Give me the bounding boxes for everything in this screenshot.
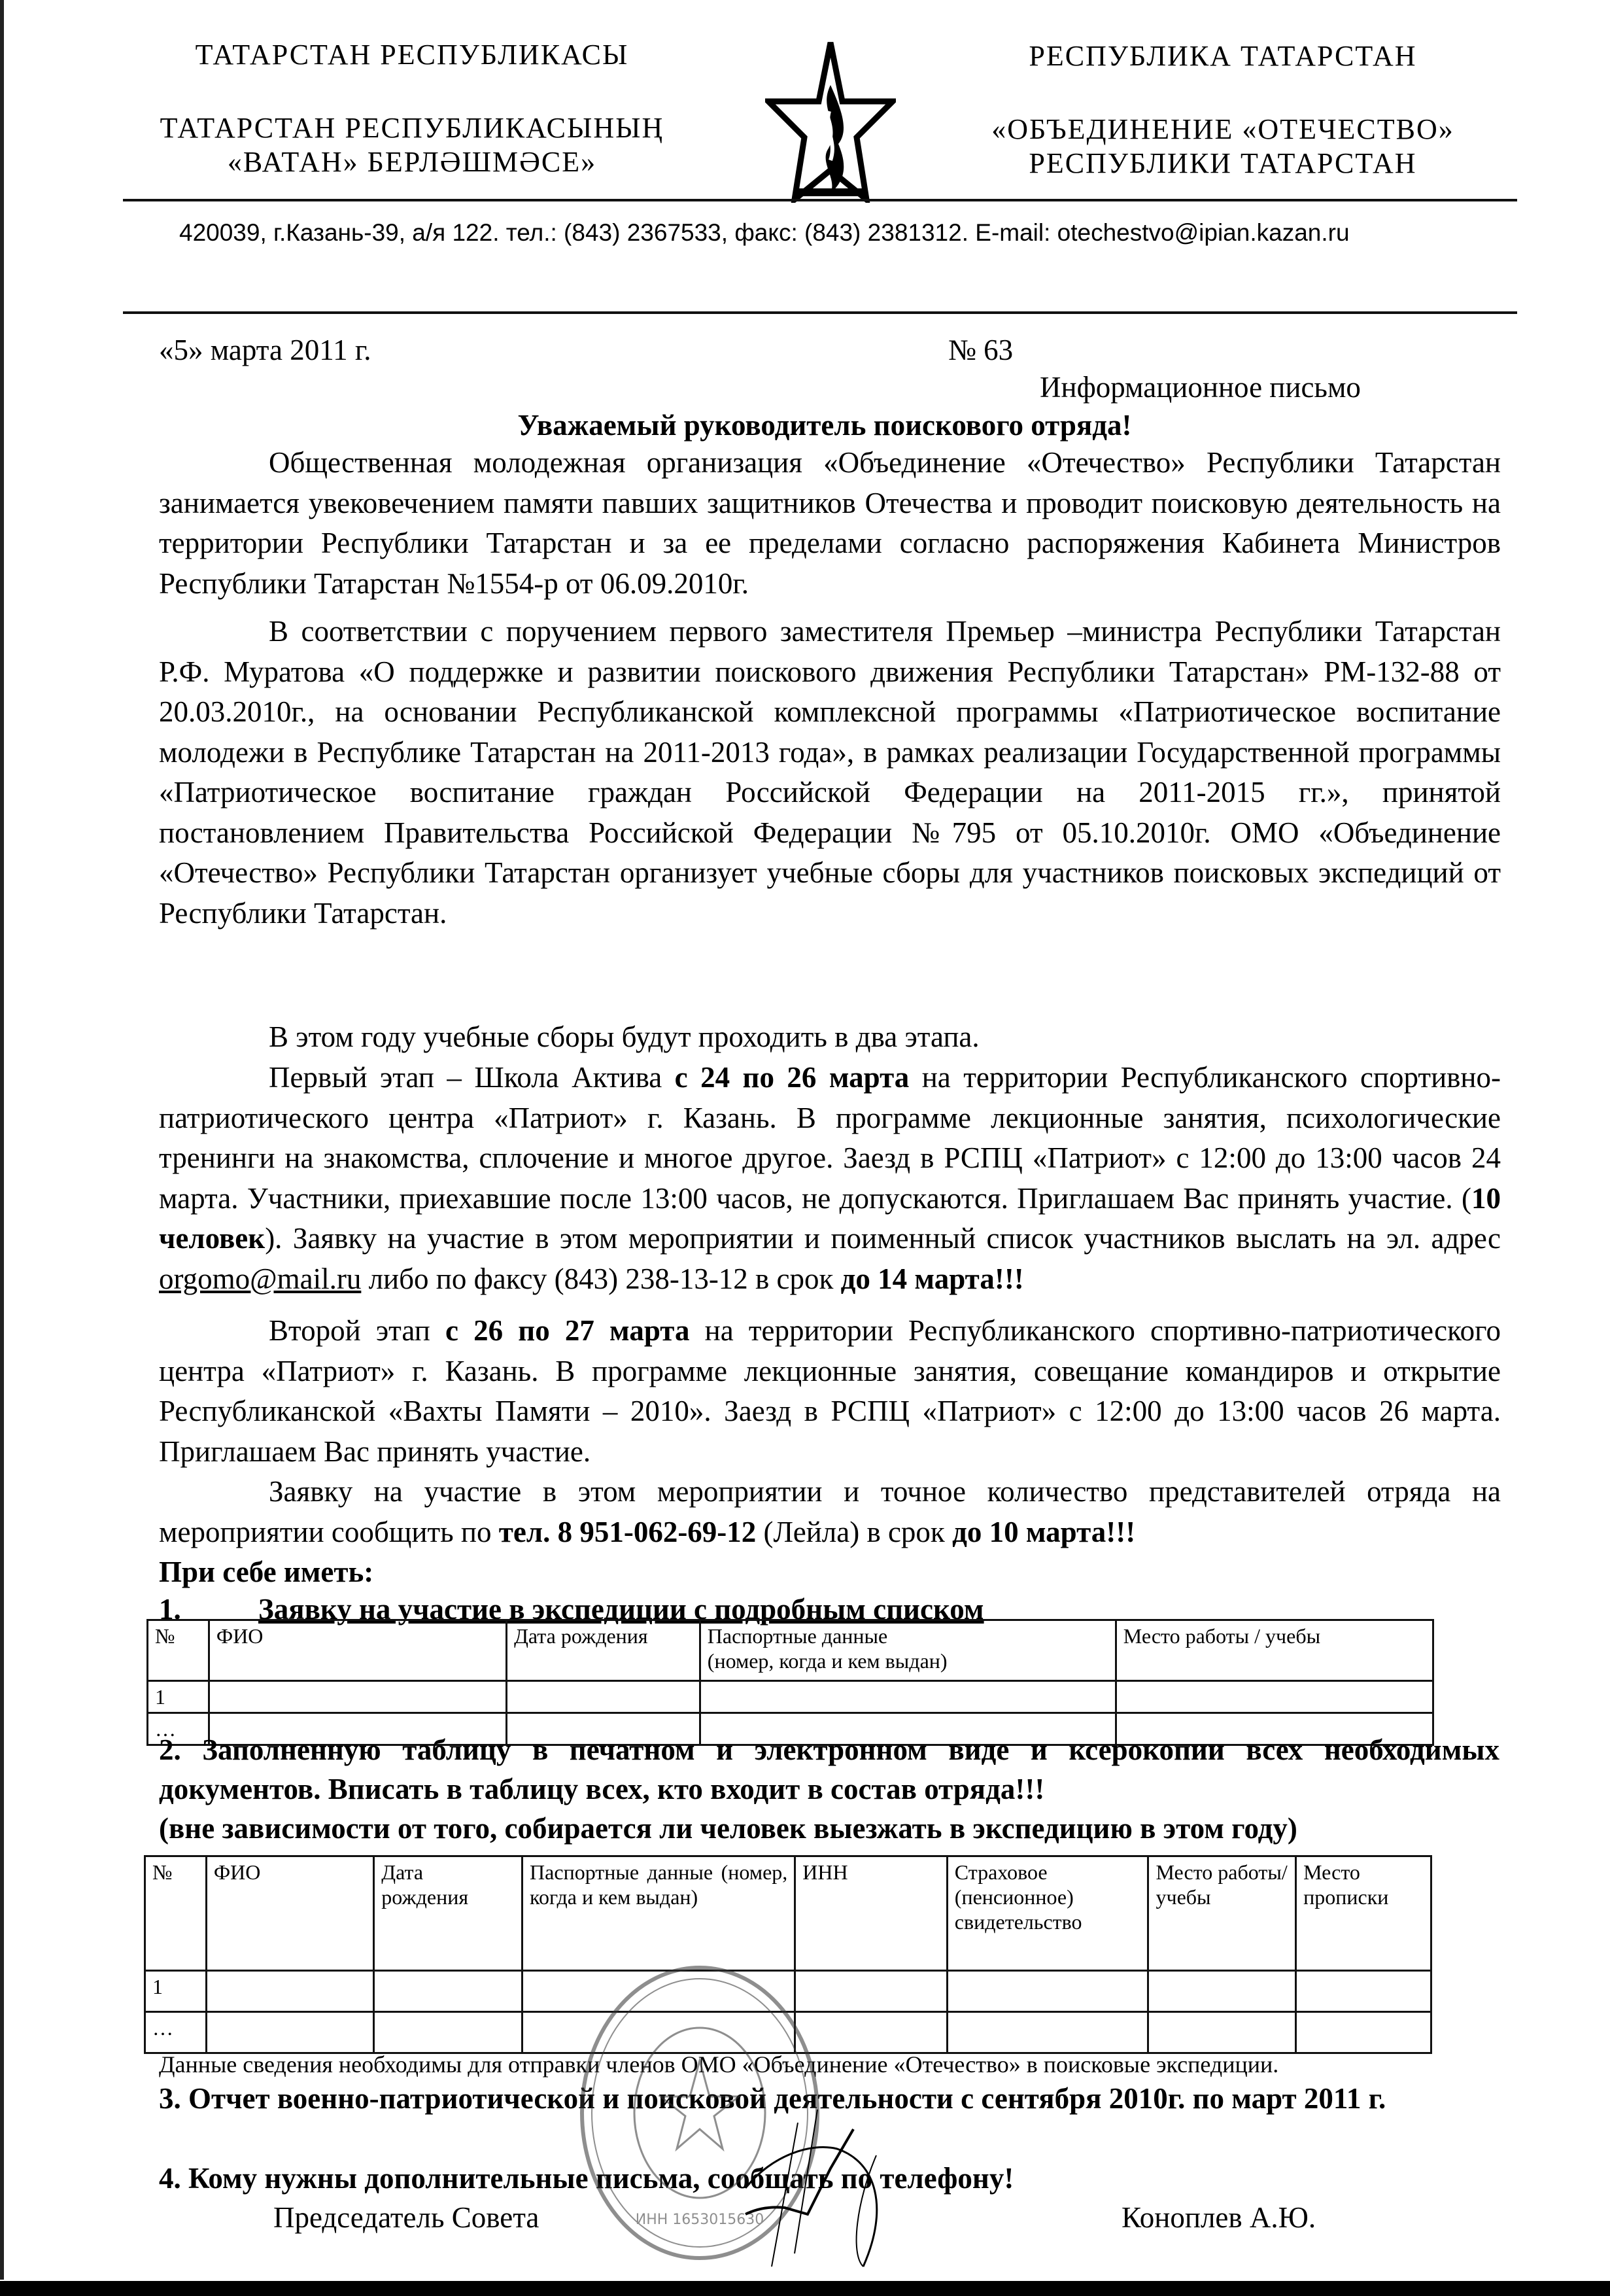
letterhead-russian-org-line2: РЕСПУБЛИКИ ТАТАРСТАН: [1029, 147, 1417, 179]
cell-number[interactable]: 1: [145, 1971, 207, 2012]
text-span: (Лейла) в срок: [756, 1515, 953, 1548]
cell-registration[interactable]: [1296, 1971, 1431, 2012]
cell-inn[interactable]: [795, 1971, 948, 2012]
cell-fullname[interactable]: [209, 1681, 506, 1713]
letterhead-tatar-org-line1: ТАТАРСТАН РЕСПУБЛИКАСЫНЫҢ: [160, 112, 664, 144]
first-stage-deadline: до 14 марта!!!: [840, 1262, 1024, 1295]
text-span: Заявку на участие в этом мероприятии и точное количество представителей отряда на мероприятии сообщить по: [159, 1475, 1501, 1548]
item-text: Заявку на участие в экспедиции с подробным списком: [258, 1593, 984, 1626]
requirement-item-4: 4. Кому нужны дополнительные письма, сообщать по телефону!: [159, 2162, 1014, 2195]
cell-workplace[interactable]: [1116, 1681, 1433, 1713]
text-span: на территории Республиканского спортивно-патриотического центра «Патриот» г. Казань. В программе лекционные занятия, психологические тренинги на знакомства, сплочение и многое другое. Заезд в РСПЦ «Патриот» с 12:00 до 13:00 часов 24 марта. Участники, приехавшие после 13:00 часов, не допускаются. Приглашаем Вас принять участие. (: [159, 1061, 1501, 1215]
table-row: [145, 1971, 1431, 2012]
text-span: на территории Республиканского спортивно-патриотического центра «Патриот» г. Казань. В программе лекционные занятия, совещание командиров и открытие Республиканской «Вахты Памяти – 2010». Заезд в РСПЦ «Патриот» с 12:00 до 13:00 часов 26 марта. Приглашаем Вас принять участие.: [159, 1314, 1501, 1468]
letterhead-tatar-org: [150, 111, 674, 179]
cell-workplace[interactable]: [1148, 1971, 1296, 2012]
paragraph-text: В соответствии с поручением первого заместителя Премьер –министра Республики Татарстан Р.Ф. Муратова «О поддержке и развитии поискового движения Республики Татарстан» РМ-132-88 от 20.03.2010г., на основании Республиканской комплексной программы «Патриотическое воспитание молодежи в Республике Татарстан на 2011-2013 года», в рамках реализации Государственной программы «Патриотическое воспитание граждан Российской Федерации на 2011-2015 гг.», принятой постановлением Правительства Российской Федерации №795 от 05.10.2010г. ОМО «Объединение «Отечество» Республики Татарстан организует учебные сборы для участников поисковых экспедиций от Республики Татарстан.: [159, 615, 1501, 930]
stamp-inn: ИНН 1653015630: [635, 2212, 764, 2228]
paragraph-first-stage: [159, 1058, 1501, 1299]
cell-inn[interactable]: [795, 2012, 948, 2053]
org-address-contacts: 420039, г.Казань-39, а/я 122. тел.: (843) 2367533, факс: (843) 2381312. E-mail: otechestvo@ipian.kazan.ru: [179, 219, 1350, 246]
participant-table-short: [146, 1619, 1434, 1746]
cell-birthdate[interactable]: [507, 1681, 700, 1713]
text-span: ). Заявку на участие в этом мероприятии и поименный список участников выслать на эл. адрес: [265, 1222, 1501, 1255]
col-header-registration: Место прописки: [1296, 1856, 1431, 1971]
cell-insurance[interactable]: [947, 2012, 1148, 2053]
requirements-title: При себе иметь:: [159, 1556, 374, 1588]
col-header-number: №: [145, 1856, 207, 1971]
item-number: 1.: [159, 1593, 181, 1626]
second-deadline: до 10 марта!!!: [952, 1515, 1136, 1548]
contact-phone: тел. 8 951-062-69-12: [498, 1515, 757, 1548]
paragraph-text: Общественная молодежная организация «Объединение «Отечество» Республики Татарстан занимается увековечением памяти павших защитников Отечества и проводит поисковую деятельность на территории Республики Татарстан и за ее пределами согласно распоряжения Кабинета Министров Республики Татарстан №1554-р от 06.09.2010г.: [159, 446, 1501, 600]
signatory-name: Коноплев А.Ю.: [1122, 2201, 1316, 2234]
paragraph-second-stage: [159, 1311, 1501, 1472]
cell-insurance[interactable]: [947, 1971, 1148, 2012]
letterhead-russian-republic: РЕСПУБЛИКА ТАТАРСТАН: [1029, 40, 1417, 72]
text-span: либо по факсу (843) 238-13-12 в срок: [361, 1262, 841, 1295]
col-header-fullname: ФИО: [206, 1856, 373, 1971]
participant-count: 10 человек: [159, 1181, 1501, 1255]
salutation: Уважаемый руководитель поискового отряда!: [517, 409, 1132, 442]
col-header-inn: ИНН: [795, 1856, 948, 1971]
col-header-workplace: Место работы/ учебы: [1148, 1856, 1296, 1971]
paragraph-text: В этом году учебные сборы будут проходить в два этапа.: [269, 1020, 980, 1053]
second-stage-dates: с 26 по 27 марта: [445, 1314, 690, 1347]
col-header-passport: Паспортные данные (номер, когда и кем выдан): [522, 1856, 795, 1971]
cell-birthdate[interactable]: [374, 1971, 522, 2012]
table-header-row: [148, 1620, 1433, 1681]
table-row: [145, 2012, 1431, 2053]
text-span: Второй этап: [269, 1314, 445, 1347]
letterhead-russian-org: [942, 113, 1504, 181]
email-link[interactable]: orgomo@mail.ru: [159, 1262, 362, 1295]
table-header-row: [145, 1856, 1431, 1971]
cell-passport[interactable]: [522, 2012, 795, 2053]
star-flame-icon: [765, 39, 896, 203]
cell-number[interactable]: 1: [148, 1681, 209, 1713]
header-divider-bottom: [123, 311, 1517, 314]
table-row: [148, 1681, 1433, 1713]
passport-line1: Паспортные данные: [707, 1624, 888, 1648]
col-header-birthdate: Дата рождения: [507, 1620, 700, 1681]
col-header-birthdate: Дата рождения: [374, 1856, 522, 1971]
scan-bottom-band: [0, 2281, 1610, 2296]
scan-left-edge: [0, 0, 4, 2280]
item-subtext: (вне зависимости от того, собирается ли человек выезжать в экспедицию в этом году): [159, 1812, 1297, 1845]
letter-number: № 63: [948, 334, 1014, 366]
col-header-number: №: [148, 1620, 209, 1681]
letterhead-tatar-org-line2: «ВАТАН» БЕРЛӘШМӘСЕ»: [227, 146, 597, 178]
paragraph-legal-basis: [159, 612, 1501, 933]
col-header-workplace: Место работы / учебы: [1116, 1620, 1433, 1681]
cell-passport[interactable]: [700, 1681, 1116, 1713]
header-divider-top: [123, 199, 1517, 201]
item-text: 2. Заполненную таблицу в печатном и электронном виде и ксерокопии всех необходимых документов. Вписать в таблицу всех, кто входит в состав отряда!!!: [159, 1733, 1499, 1805]
letterhead-tatar-republic: ТАТАРСТАН РЕСПУБЛИКАСЫ: [195, 39, 629, 71]
cell-number[interactable]: …: [145, 2012, 207, 2053]
col-header-fullname: ФИО: [209, 1620, 506, 1681]
requirement-item-2: [159, 1730, 1499, 1848]
cell-fullname[interactable]: [206, 2012, 373, 2053]
text-span: Первый этап – Школа Актива: [269, 1061, 675, 1094]
table-note: Данные сведения необходимы для отправки членов ОМО «Объединение «Отечество» в поисковые экспедиции.: [159, 2051, 1279, 2078]
participant-table-full: [144, 1855, 1432, 2054]
col-header-insurance: Страховое (пенсионное) свидетельство: [947, 1856, 1148, 1971]
cell-fullname[interactable]: [206, 1971, 373, 2012]
passport-line2: (номер, когда и кем выдан): [707, 1649, 948, 1673]
paragraph-two-stages: [159, 1017, 1501, 1058]
document-type: Информационное письмо: [1040, 371, 1361, 404]
requirement-item-3: 3. Отчет военно-патриотической и поисковой деятельности с сентября 2010г. по март 2011 г.: [159, 2082, 1386, 2115]
col-header-passport: [700, 1620, 1116, 1681]
cell-registration[interactable]: [1296, 2012, 1431, 2053]
cell-number[interactable]: …: [148, 1713, 209, 1745]
cell-workplace[interactable]: [1148, 2012, 1296, 2053]
first-stage-dates: с 24 по 26 марта: [674, 1061, 910, 1094]
cell-passport[interactable]: [522, 1971, 795, 2012]
cell-birthdate[interactable]: [374, 2012, 522, 2053]
paragraph-application-contact: [159, 1472, 1501, 1552]
signatory-role: Председатель Совета: [273, 2201, 540, 2234]
handwritten-signature-icon: [732, 2103, 968, 2273]
letterhead-russian-org-line1: «ОБЪЕДИНЕНИЕ «ОТЕЧЕСТВО»: [991, 113, 1454, 145]
paragraph-organization-intro: [159, 443, 1501, 604]
letter-date: «5» марта 2011 г.: [159, 334, 371, 366]
